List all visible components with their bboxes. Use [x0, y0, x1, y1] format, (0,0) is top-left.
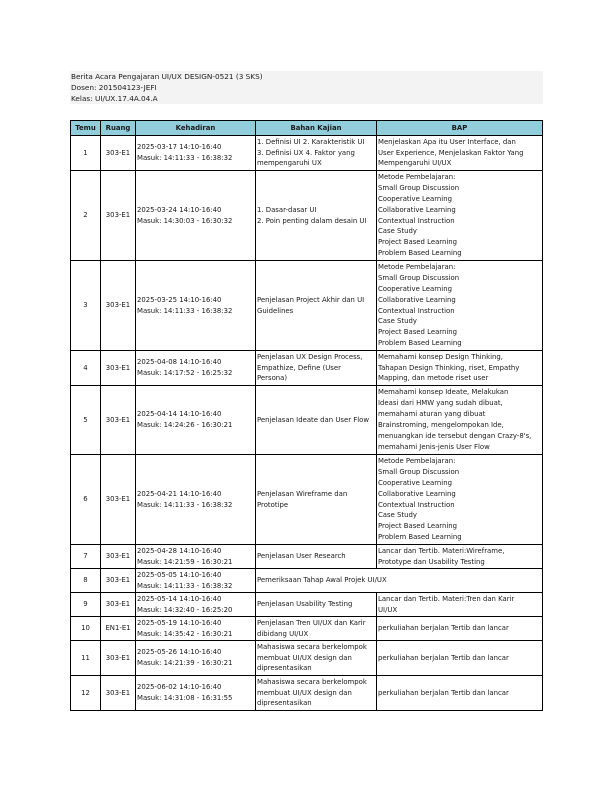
bap-line: Brainstroming, mengelompokan Ide, [378, 421, 504, 429]
attendance-time-text: Masuk: 14:17:52 - 16:25:32 [137, 369, 233, 377]
bap-line: Lancar dan Tertib. Materi:Wireframe, [378, 546, 505, 555]
document-title: Berita Acara Pengajaran UI/UX DESIGN-0521 (3 SKS) [71, 72, 263, 81]
cell-kehadiran [136, 545, 256, 569]
bap-line: Project Based Learning [378, 328, 458, 337]
cell-bap [377, 351, 543, 386]
bap-line: Tahapan Design Thinking, riset, Empathy [378, 363, 520, 372]
cell-bap [377, 617, 543, 641]
cell-temu: 7 [71, 545, 101, 569]
bahan-kajian-line: Prototipe [257, 500, 289, 509]
bap-line: Project Based Learning [378, 522, 458, 531]
bap-line: Memahami konsep Ideate, Melakukan [378, 388, 509, 397]
bap-line: Menjelaskan Apa itu User Interface, dan [378, 137, 516, 146]
schedule-text: 2025-04-14 14:10-16:40 [137, 410, 222, 419]
cell-kehadiran [136, 136, 256, 171]
cell-ruang: 303-E1 [101, 593, 136, 617]
bap-line: Metode Pembelajaran: [378, 262, 456, 271]
bahan-kajian-line: dibidang UI/UX [257, 629, 309, 638]
cell-bahan-kajian [256, 545, 377, 569]
schedule-text: 2025-05-26 14:10-16:40 [137, 648, 222, 657]
attendance-time-text: Masuk: 14:30:03 - 16:30:32 [137, 216, 233, 225]
bahan-kajian-line: dipresentasikan [257, 664, 312, 673]
schedule-text: 2025-06-02 14:10-16:40 [137, 683, 222, 692]
cell-temu: 9 [71, 593, 101, 617]
bap-line: Contextual Instruction [378, 500, 455, 509]
cell-kehadiran [136, 569, 256, 593]
bahan-kajian-line: Penjelasan Wireframe dan [257, 489, 348, 498]
bap-line: Contextual Instruction [378, 306, 455, 315]
column-header-kehadiran: Kehadiran [136, 121, 256, 136]
table-row [71, 676, 543, 711]
bahan-kajian-line: Mahasiswa secara berkelompok [257, 642, 367, 651]
bahan-kajian-line: Guidelines [257, 306, 294, 315]
bap-line: Problem Based Learning [378, 339, 462, 348]
bap-line: Collaborative Learning [378, 295, 456, 304]
bap-line: Prototype dan Usability Testing [378, 557, 485, 566]
bap-line: Collaborative Learning [378, 205, 456, 214]
cell-bahan-kajian [256, 617, 377, 641]
cell-ruang: 303-E1 [101, 261, 136, 351]
cell-kehadiran [136, 593, 256, 617]
schedule-text: 2025-05-19 14:10-16:40 [137, 618, 222, 627]
cell-temu: 10 [71, 617, 101, 641]
bap-line: menuangkan ide tersebut dengan Crazy-8's, [378, 431, 532, 440]
bahan-kajian-line: Penjelasan Ideate dan User Flow [257, 415, 369, 424]
bap-line: Contextual Instruction [378, 216, 455, 225]
bap-line: Mempengaruhi UI/UX [378, 159, 452, 168]
table-row [71, 593, 543, 617]
bap-line: Cooperative Learning [378, 284, 452, 293]
bahan-kajian-line: Penjelasan Tren UI/UX dan Karir [257, 618, 366, 627]
bap-line: User Experience, Menjelaskan Faktor Yang [378, 148, 524, 157]
cell-temu: 8 [71, 569, 101, 593]
bap-line: memahami Jenis-jenis User Flow [378, 442, 490, 451]
bahan-kajian-line: Penjelasan UX Design Process, [257, 352, 363, 361]
schedule-text: 2025-05-14 14:10-16:40 [137, 594, 222, 603]
bap-line: Problem Based Learning [378, 249, 462, 258]
cell-kehadiran [136, 351, 256, 386]
bap-line: Metode Pembelajaran: [378, 172, 456, 181]
bap-line: Project Based Learning [378, 238, 458, 247]
table-row [71, 261, 543, 351]
table-header-row [71, 121, 543, 136]
column-header-ruang: Ruang [101, 121, 136, 136]
cell-temu: 11 [71, 641, 101, 676]
cell-bahan-kajian [256, 136, 377, 171]
attendance-time-text: Masuk: 14:32:40 - 16:25:20 [137, 605, 233, 614]
attendance-time-text: Masuk: 14:24:26 - 16:30:21 [137, 421, 233, 429]
bap-line: Small Group Discussion [378, 273, 460, 282]
table-row [71, 569, 543, 593]
column-header-temu: Temu [71, 121, 101, 136]
attendance-time-text: Masuk: 14:21:39 - 16:30:21 [137, 659, 233, 667]
cell-bahan-kajian [256, 455, 377, 545]
cell-bap [377, 545, 543, 569]
bahan-kajian-line: 3. Definisi UX 4. Faktor yang [257, 148, 355, 157]
cell-bap [377, 261, 543, 351]
bap-line: Ideasi dari HMW yang sudah dibuat, [378, 399, 503, 408]
bap-line: Mapping, dan metode riset user [378, 374, 489, 383]
cell-temu: 3 [71, 261, 101, 351]
document-header [70, 71, 543, 104]
cell-kehadiran [136, 617, 256, 641]
table-row [71, 386, 543, 455]
table-row [71, 455, 543, 545]
cell-temu: 2 [71, 171, 101, 261]
bahan-kajian-line: Penjelasan Usability Testing [257, 600, 353, 609]
cell-ruang: 303-E1 [101, 171, 136, 261]
cell-temu: 6 [71, 455, 101, 545]
bap-line: Small Group Discussion [378, 467, 460, 476]
cell-temu: 5 [71, 386, 101, 455]
table-row [71, 641, 543, 676]
cell-bap [377, 641, 543, 676]
bap-line: Memahami konsep Design Thinking, [378, 352, 503, 361]
bahan-kajian-line: 1. Dasar-dasar UI [257, 205, 317, 214]
bap-line: Case Study [378, 227, 417, 236]
cell-temu: 1 [71, 136, 101, 171]
cell-kehadiran [136, 386, 256, 455]
attendance-time-text: Masuk: 14:21:59 - 16:30:21 [137, 557, 233, 566]
bap-line: memahami aturan yang dibuat [378, 410, 486, 419]
attendance-time-text: Masuk: 14:11:33 - 16:38:32 [137, 154, 233, 162]
bahan-kajian-line: Penjelasan User Research [257, 552, 346, 561]
cell-kehadiran [136, 261, 256, 351]
cell-bahan-kajian [256, 593, 377, 617]
schedule-text: 2025-04-28 14:10-16:40 [137, 546, 222, 555]
schedule-text: 2025-04-21 14:10-16:40 [137, 489, 222, 498]
schedule-text: 2025-03-24 14:10-16:40 [137, 205, 222, 214]
cell-bap [377, 171, 543, 261]
bap-line: Small Group Discussion [378, 183, 460, 192]
cell-bap [377, 676, 543, 711]
attendance-time-text: Masuk: 14:11:33 - 16:38:32 [137, 581, 233, 590]
cell-bap [377, 386, 543, 455]
attendance-time-text: Masuk: 14:11:33 - 16:38:32 [137, 306, 233, 315]
bap-line: UI/UX [378, 605, 398, 614]
class-line: Kelas: UI/UX.17.4A.04.A [71, 94, 158, 103]
bahan-kajian-line: 2. Poin penting dalam desain UI [257, 216, 367, 225]
cell-ruang: 303-E1 [101, 676, 136, 711]
bap-line: Collaborative Learning [378, 489, 456, 498]
bahan-kajian-line: Empathize, Define (User [257, 363, 341, 372]
teaching-report-table [70, 120, 543, 711]
table-row [71, 545, 543, 569]
cell-ruang: 303-E1 [101, 386, 136, 455]
bap-line: Case Study [378, 511, 417, 520]
bahan-kajian-line: Pemeriksaan Tahap Awal Projek UI/UX [257, 576, 387, 585]
bap-line: Cooperative Learning [378, 194, 452, 203]
cell-ruang: 303-E1 [101, 351, 136, 386]
cell-kehadiran [136, 641, 256, 676]
cell-bahan-kajian [256, 569, 543, 593]
table-row [71, 171, 543, 261]
bap-line: Metode Pembelajaran: [378, 456, 456, 465]
bap-line: Cooperative Learning [378, 478, 452, 487]
bahan-kajian-line: Mahasiswa secara berkelompok [257, 677, 367, 686]
table-row [71, 351, 543, 386]
bahan-kajian-line: membuat UI/UX design dan [257, 688, 352, 697]
cell-bap [377, 136, 543, 171]
table-row [71, 617, 543, 641]
bahan-kajian-line: mempengaruhi UX [257, 159, 322, 168]
bahan-kajian-line: membuat UI/UX design dan [257, 653, 352, 662]
bap-line: perkuliahan berjalan Tertib dan lancar [378, 688, 509, 697]
bap-line: Lancar dan Tertib. Materi:Tren dan Karir [378, 594, 515, 603]
lecturer-line: Dosen: 201504123-JEFI [71, 83, 157, 92]
cell-temu: 4 [71, 351, 101, 386]
bap-line: Problem Based Learning [378, 533, 462, 542]
cell-ruang: EN1-E1 [101, 617, 136, 641]
cell-bap [377, 455, 543, 545]
bahan-kajian-line: 1. Definisi UI 2. Karakteristik UI [257, 137, 365, 146]
bap-line: perkuliahan berjalan Tertib dan lancar [378, 653, 509, 662]
cell-ruang: 303-E1 [101, 569, 136, 593]
column-header-bahan-kajian: Bahan Kajian [256, 121, 377, 136]
cell-bahan-kajian [256, 641, 377, 676]
table-row [71, 136, 543, 171]
attendance-time-text: Masuk: 14:31:08 - 16:31:55 [137, 694, 233, 702]
schedule-text: 2025-03-17 14:10-16:40 [137, 143, 222, 152]
cell-bahan-kajian [256, 386, 377, 455]
cell-bahan-kajian [256, 351, 377, 386]
attendance-time-text: Masuk: 14:35:42 - 16:30:21 [137, 629, 233, 638]
cell-bahan-kajian [256, 171, 377, 261]
attendance-time-text: Masuk: 14:11:33 - 16:38:32 [137, 500, 233, 509]
cell-bahan-kajian [256, 676, 377, 711]
schedule-text: 2025-05-05 14:10-16:40 [137, 570, 222, 579]
cell-bahan-kajian [256, 261, 377, 351]
bahan-kajian-line: Persona) [257, 374, 288, 383]
cell-ruang: 303-E1 [101, 641, 136, 676]
cell-temu: 12 [71, 676, 101, 711]
cell-kehadiran [136, 676, 256, 711]
cell-ruang: 303-E1 [101, 136, 136, 171]
cell-kehadiran [136, 455, 256, 545]
bahan-kajian-line: dipresentasikan [257, 699, 312, 708]
cell-ruang: 303-E1 [101, 545, 136, 569]
bap-line: Case Study [378, 317, 417, 326]
cell-bap [377, 593, 543, 617]
bahan-kajian-line: Penjelasan Project Akhir dan UI [257, 295, 365, 304]
bap-line: perkuliahan berjalan Tertib dan lancar [378, 624, 509, 633]
schedule-text: 2025-04-08 14:10-16:40 [137, 358, 222, 367]
schedule-text: 2025-03-25 14:10-16:40 [137, 295, 222, 304]
cell-ruang: 303-E1 [101, 455, 136, 545]
cell-kehadiran [136, 171, 256, 261]
column-header-bap: BAP [377, 121, 543, 136]
